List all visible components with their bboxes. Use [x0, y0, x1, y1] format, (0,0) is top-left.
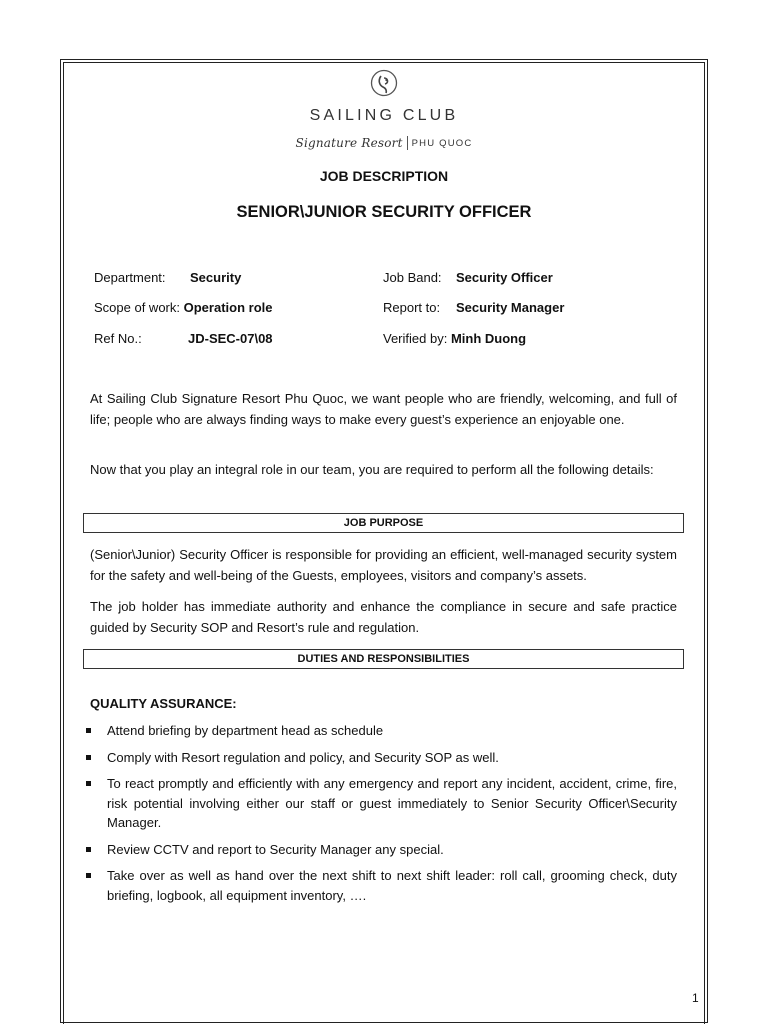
job-purpose-heading: JOB PURPOSE — [83, 513, 684, 533]
department-label: Department: — [94, 270, 166, 285]
verified-value: Minh Duong — [450, 331, 527, 346]
duties-list — [83, 721, 677, 912]
list-item-text: Review CCTV and report to Security Manager any special. — [107, 841, 444, 857]
list-item — [83, 866, 677, 905]
brand-subline — [0, 132, 768, 154]
list-item-text: Attend briefing by department head as schedule — [107, 723, 384, 738]
band-value-cell — [456, 270, 553, 285]
job-purpose-paragraph-1: (Senior\Junior) Security Officer is responsible for providing an efficient, well-managed security system for the safety and well-being of the Guests, employees, visitors and company’s assets. — [90, 547, 677, 583]
report-label: Report to: — [383, 300, 441, 315]
report-value: Security Manager — [456, 300, 565, 315]
list-item — [83, 748, 677, 768]
bullet-square-icon — [86, 847, 91, 852]
ref-label: Ref No.: — [94, 331, 142, 346]
ref-value: JD-SEC-07\08 — [188, 331, 273, 346]
brand-script: Signature Resort — [295, 136, 403, 150]
intro-paragraph-2: Now that you play an integral role in our team, you are required to perform all the following details: — [90, 462, 654, 477]
list-item-text: To react promptly and efficiently with any emergency and report any incident, accident, crime, fire, risk potential involving either our staff or guest immediately to Senior Security Officer\Security Manager. — [107, 776, 677, 830]
scope-value: Operation role — [183, 300, 273, 315]
department-field — [94, 270, 166, 285]
department-value: Security — [190, 270, 242, 285]
brand-name: SAILING CLUB — [309, 107, 459, 124]
duties-heading: DUTIES AND RESPONSIBILITIES — [83, 649, 684, 669]
band-value: Security Officer — [456, 270, 553, 285]
band-field — [383, 270, 442, 285]
list-item-text: Comply with Resort regulation and policy, and Security SOP as well. — [107, 749, 499, 765]
brand-emblem-icon — [369, 68, 399, 98]
brand-location: PHU QUOC — [411, 137, 473, 149]
list-item — [83, 774, 677, 833]
bullet-square-icon — [86, 728, 91, 733]
scope-field — [94, 300, 272, 315]
scope-label: Scope of work: — [94, 300, 180, 315]
verified-field — [383, 331, 526, 346]
list-item — [83, 721, 677, 741]
job-purpose-paragraph-2: The job holder has immediate authority and enhance the compliance in secure and safe practice guided by Security SOP and Resort’s rule and regulation. — [90, 599, 677, 635]
position-title: SENIOR\JUNIOR SECURITY OFFICER — [236, 203, 532, 221]
list-item-text: Take over as well as hand over the next shift to next shift leader: roll call, grooming check, duty briefing, logbook, all equipment inventory, …. — [107, 868, 677, 903]
report-field — [383, 300, 440, 315]
department-value-cell — [190, 270, 241, 285]
bullet-square-icon — [86, 755, 91, 760]
verified-label: Verified by: — [383, 331, 448, 346]
list-item — [83, 840, 677, 860]
report-value-cell — [456, 300, 564, 315]
brand-divider — [407, 136, 408, 150]
quality-assurance-subheading: QUALITY ASSURANCE: — [90, 696, 237, 711]
page-number: 1 — [692, 991, 699, 1005]
brand-logo-emblem — [0, 68, 768, 98]
bullet-square-icon — [86, 781, 91, 786]
doc-type-heading: JOB DESCRIPTION — [319, 168, 449, 184]
intro-paragraph-1: At Sailing Club Signature Resort Phu Quoc, we want people who are friendly, welcoming, and full of life; people who are always finding ways to make every guest’s experience an enjoyable one. — [90, 391, 677, 427]
band-label: Job Band: — [383, 270, 442, 285]
ref-field — [94, 331, 142, 346]
bullet-square-icon — [86, 873, 91, 878]
ref-value-cell — [188, 331, 273, 346]
